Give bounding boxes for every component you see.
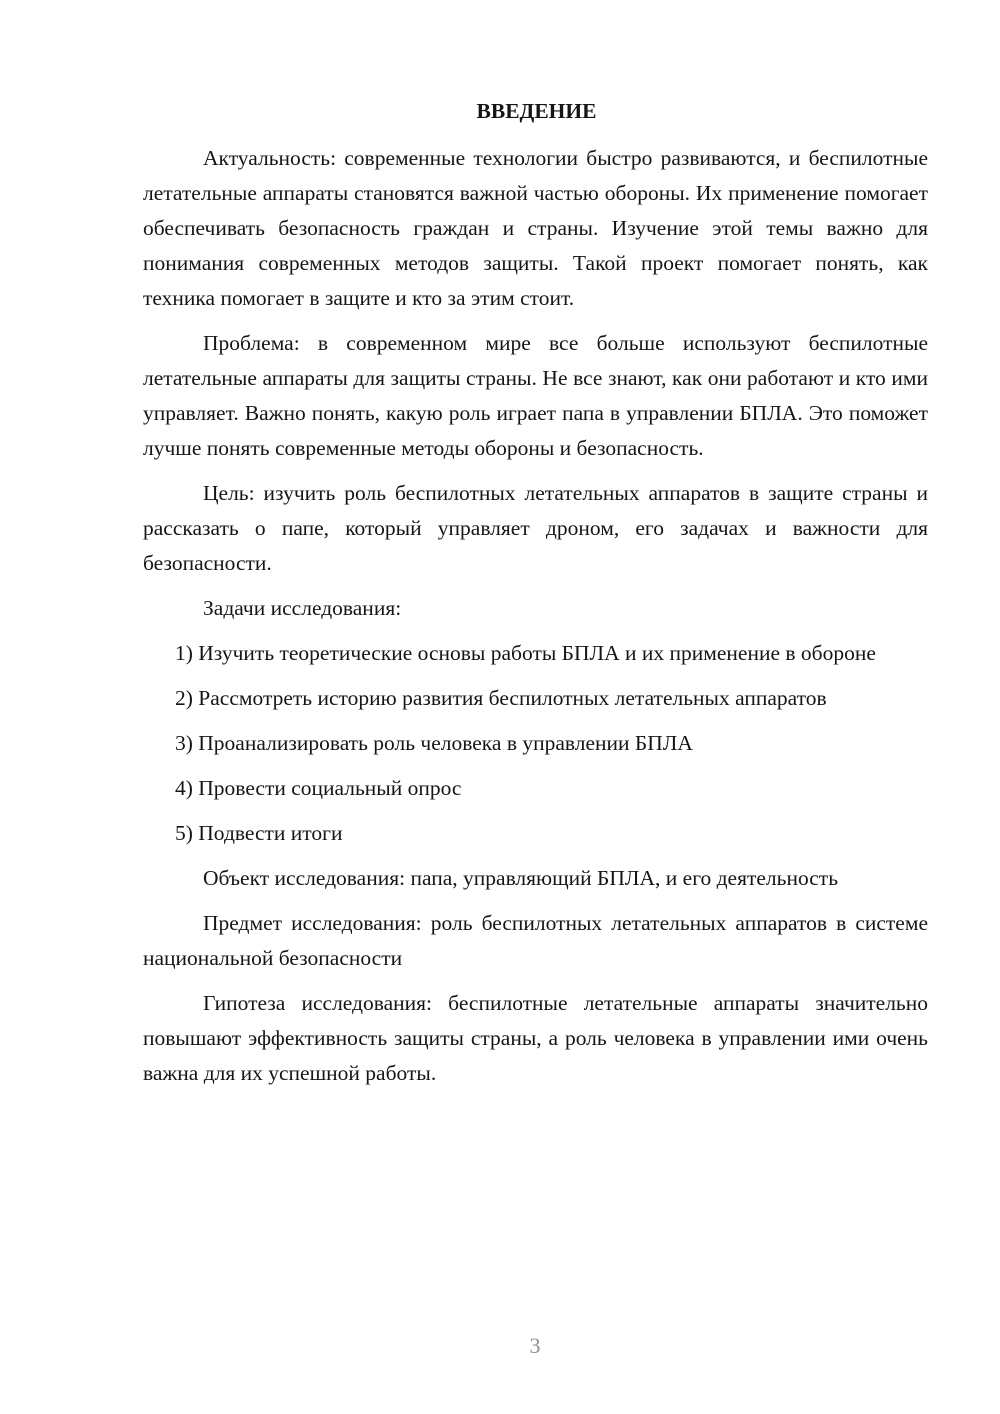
hypothesis-paragraph: Гипотеза исследования: беспилотные летательные аппараты значительно повышают эффективность защиты страны, а роль человека в управлении ими очень важна для их успешной работы.	[143, 991, 928, 1085]
page-number: 3	[529, 1333, 541, 1358]
problem-paragraph: Проблема: в современном мире все больше используют беспилотные летательные аппараты для защиты страны. Не все знают, как они работают и кто ими управляет. Важно понять, какую роль играет папа в управлении БПЛА. Это поможет лучше понять современные методы обороны и безопасность.	[143, 331, 928, 460]
subject-paragraph: Предмет исследования: роль беспилотных летательных аппаратов в системе национальной безопасности	[143, 911, 928, 970]
object-paragraph: Объект исследования: папа, управляющий БПЛА, и его деятельность	[203, 866, 838, 890]
task-item: 3) Проанализировать роль человека в управлении БПЛА	[175, 731, 693, 755]
page-title: ВВЕДЕНИЕ	[476, 99, 597, 123]
task-item: 5) Подвести итоги	[175, 821, 343, 845]
task-item: 1) Изучить теоретические основы работы БПЛА и их применение в обороне	[175, 641, 876, 665]
tasks-list	[143, 636, 928, 851]
tasks-heading: Задачи исследования:	[203, 596, 402, 620]
task-item: 2) Рассмотреть историю развития беспилотных летательных аппаратов	[175, 686, 827, 710]
task-item: 4) Провести социальный опрос	[175, 776, 462, 800]
document-body	[143, 94, 928, 1101]
goal-paragraph: Цель: изучить роль беспилотных летательных аппаратов в защите страны и рассказать о папе, который управляет дроном, его задачах и важности для безопасности.	[143, 481, 928, 575]
relevance-paragraph: Актуальность: современные технологии быстро развиваются, и беспилотные летательные аппараты становятся важной частью обороны. Их применение помогает обеспечивать безопасность граждан и страны. Изучение этой темы важно для понимания современных методов защиты. Такой проект помогает понять, как техника помогает в защите и кто за этим стоит.	[143, 146, 928, 310]
